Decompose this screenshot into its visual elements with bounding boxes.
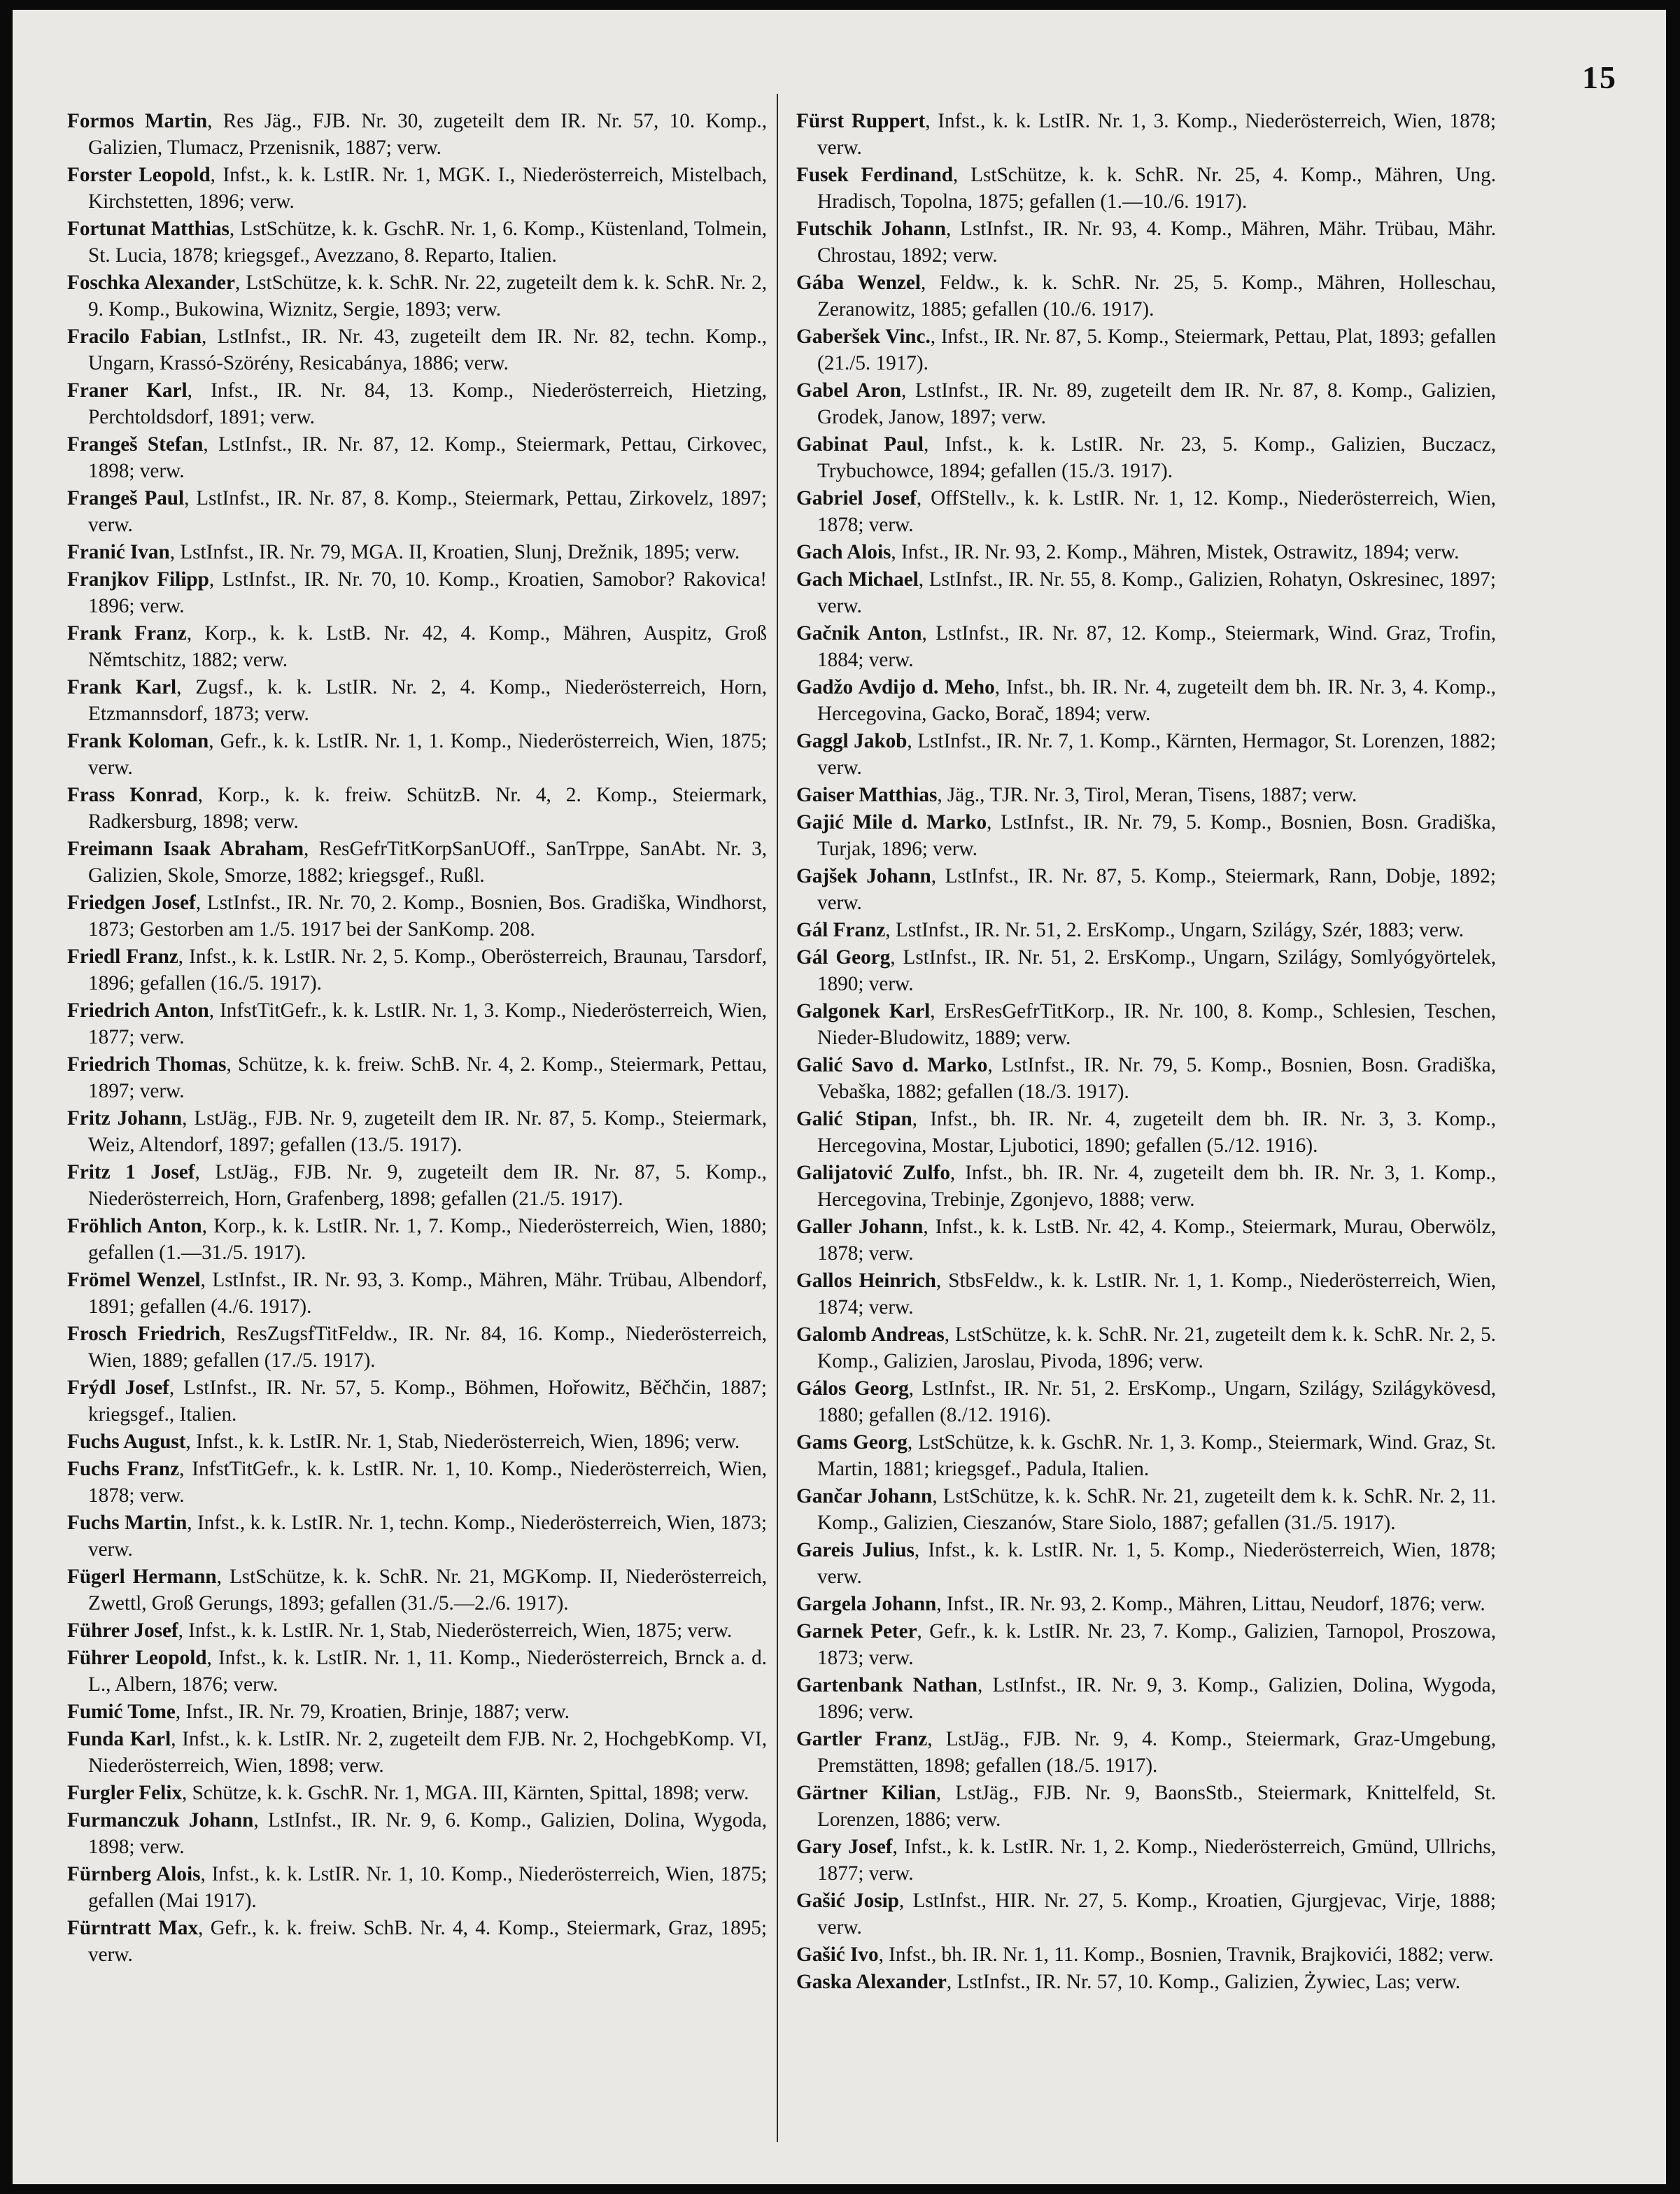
entry-details: , LstSchütze, k. k. GschR. Nr. 1, 6. Komp., Küstenland, Tolmein, St. Lucia, 1878; kriegsgef., Avezzano, 8. Reparto, Italien. [88, 218, 767, 267]
list-entry [67, 566, 767, 619]
list-entry [796, 1483, 1496, 1536]
entry-details: , LstInfst., IR. Nr. 79, 5. Komp., Bosnien, Bosn. Gradiška, Vebaška, 1882; gefallen (18./3. 1917). [817, 1054, 1496, 1103]
list-entry [67, 1510, 767, 1563]
entry-details: , LstInfst., IR. Nr. 89, zugeteilt dem IR. Nr. 87, 8. Komp., Galizien, Grodek, Janow, 1897; verw. [817, 379, 1496, 428]
list-entry [796, 1429, 1496, 1482]
list-entry [796, 1887, 1496, 1941]
entry-details: , Infst., k. k. LstIR. Nr. 1, 3. Komp., Niederösterreich, Wien, 1878; verw. [817, 110, 1496, 159]
entry-details: , LstInfst., IR. Nr. 43, zugeteilt dem IR. Nr. 82, techn. Komp., Ungarn, Krassó-Szörény, Resicabánya, 1886; verw. [88, 325, 767, 374]
entry-details: , ResGefrTitKorpSanUOff., SanTrppe, SanAbt. Nr. 3, Galizien, Skole, Smorze, 1882; kriegsgef., Rußl. [88, 838, 767, 887]
entry-name: Furmanczuk Johann [67, 1809, 254, 1831]
list-entry [796, 108, 1496, 161]
entry-name: Fracilo Fabian [67, 325, 202, 348]
entry-name: Fürst Ruppert [796, 110, 926, 132]
entry-details: , LstInfst., IR. Nr. 79, 5. Komp., Bosnien, Bosn. Gradiška, Turjak, 1896; verw. [817, 811, 1496, 860]
list-entry [67, 997, 767, 1050]
entry-details: , LstInfst., IR. Nr. 57, 10. Komp., Galizien, Żywiec, Las; verw. [946, 1971, 1461, 1993]
entry-details: , Infst., k. k. LstIR. Nr. 1, Stab, Niederösterreich, Wien, 1896; verw. [185, 1430, 740, 1453]
entry-name: Furgler Felix [67, 1782, 182, 1804]
entry-details: , Schütze, k. k. freiw. SchB. Nr. 4, 2. Komp., Steiermark, Pettau, 1897; verw. [88, 1053, 767, 1102]
entry-name: Gál Georg [796, 946, 891, 969]
entry-details: , Infst., k. k. LstB. Nr. 42, 4. Komp., Steiermark, Murau, Oberwölz, 1878; verw. [817, 1216, 1496, 1265]
list-entry [67, 1321, 767, 1374]
entry-details: , Infst., bh. IR. Nr. 1, 11. Komp., Bosnien, Travnik, Brajkovići, 1882; verw. [878, 1943, 1494, 1966]
list-entry [67, 943, 767, 997]
column-divider [777, 94, 778, 2142]
entry-name: Gareis Julius [796, 1539, 915, 1561]
entry-details: , LstSchütze, k. k. GschR. Nr. 1, 3. Komp., Steiermark, Wind. Graz, St. Martin, 1881; kriegsgef., Padula, Italien. [817, 1431, 1496, 1480]
list-entry [67, 889, 767, 943]
entry-name: Futschik Johann [796, 218, 946, 240]
entry-details: , LstInfst., IR. Nr. 87, 12. Komp., Steiermark, Pettau, Cirkovec, 1898; verw. [88, 433, 767, 482]
entry-details: , Infst., k. k. LstIR. Nr. 1, 11. Komp., Niederösterreich, Brnck a. d. L., Albern, 1876; verw. [88, 1647, 767, 1696]
list-entry [796, 1160, 1496, 1213]
entry-name: Gašić Josip [796, 1890, 899, 1912]
entry-details: , LstJäg., FJB. Nr. 9, zugeteilt dem IR. Nr. 87, 5. Komp., Niederösterreich, Horn, Grafenberg, 1898; gefallen (21./5. 1917). [88, 1161, 767, 1210]
entry-name: Fusek Ferdinand [796, 164, 953, 186]
list-entry [67, 782, 767, 835]
entry-name: Gašić Ivo [796, 1943, 879, 1966]
list-entry [67, 485, 767, 538]
entry-details: , Infst., k. k. LstIR. Nr. 23, 5. Komp., Galizien, Buczacz, Trybuchowce, 1894; gefallen (15./3. 1917). [817, 433, 1496, 482]
entry-details: , Infst., bh. IR. Nr. 4, zugeteilt dem bh. IR. Nr. 3, 4. Komp., Hercegovina, Gacko, Borač, 1894; verw. [817, 676, 1496, 725]
entry-name: Gába Wenzel [796, 272, 921, 294]
list-entry [67, 108, 767, 161]
entry-name: Gabinat Paul [796, 433, 924, 456]
entry-name: Gajić Mile d. Marko [796, 811, 987, 834]
entry-details: , Infst., k. k. LstIR. Nr. 1, 2. Komp., Niederösterreich, Gmünd, Ullrichs, 1877; verw. [817, 1836, 1496, 1885]
entry-details: , Infst., k. k. LstIR. Nr. 2, zugeteilt dem FJB. Nr. 2, HochgebKomp. VI, Niederösterreich, Wien, 1898; verw. [88, 1728, 767, 1777]
entry-name: Frass Konrad [67, 784, 198, 806]
entry-name: Friedrich Anton [67, 999, 209, 1022]
entry-details: , LstJäg., FJB. Nr. 9, 4. Komp., Steiermark, Graz-Umgebung, Premstätten, 1898; gefallen (18./5. 1917). [817, 1728, 1496, 1777]
entry-details: , LstSchütze, k. k. SchR. Nr. 21, MGKomp. II, Niederösterreich, Zwettl, Groß Gerungs, 1893; gefallen (31./5.—2./6. 1917). [88, 1566, 767, 1615]
entry-name: Fürntratt Max [67, 1917, 199, 1939]
entry-name: Galler Johann [796, 1216, 924, 1238]
list-entry [67, 1428, 767, 1455]
list-entry [67, 836, 767, 889]
entry-name: Gach Michael [796, 568, 919, 591]
entry-details: , LstInfst., IR. Nr. 9, 3. Komp., Galizien, Dolina, Wygoda, 1896; verw. [817, 1674, 1496, 1723]
list-entry [796, 377, 1496, 430]
list-entry [796, 1969, 1496, 1995]
entry-name: Gančar Johann [796, 1485, 933, 1507]
entry-name: Führer Leopold [67, 1647, 207, 1669]
entry-details: , Infst., IR. Nr. 79, Kroatien, Brinje, 1887; verw. [175, 1701, 570, 1723]
entry-details: , LstInfst., IR. Nr. 9, 6. Komp., Galizien, Dolina, Wygoda, 1898; verw. [88, 1809, 767, 1858]
list-entry [796, 1941, 1496, 1968]
list-entry [67, 1105, 767, 1158]
entry-details: , LstSchütze, k. k. SchR. Nr. 21, zugeteilt dem k. k. SchR. Nr. 2, 5. Komp., Galizien, Jaroslau, Pivoda, 1896; verw. [817, 1323, 1496, 1372]
list-entry [67, 1726, 767, 1779]
entry-name: Gargela Johann [796, 1593, 937, 1615]
entry-name: Frangeš Paul [67, 487, 185, 509]
entry-details: , Zugsf., k. k. LstIR. Nr. 2, 4. Komp., Niederösterreich, Horn, Etzmannsdorf, 1873; verw. [88, 676, 767, 725]
list-entry [796, 620, 1496, 673]
entry-name: Fuchs Martin [67, 1512, 188, 1534]
entry-name: Frangeš Stefan [67, 433, 204, 456]
list-entry [796, 1214, 1496, 1267]
list-entry [67, 1861, 767, 1914]
entry-name: Gajšek Johann [796, 865, 931, 887]
entry-details: , Korp., k. k. LstIR. Nr. 1, 7. Komp., Niederösterreich, Wien, 1880; gefallen (1.—31./5. 1917). [88, 1215, 767, 1264]
entry-name: Gaiser Matthias [796, 784, 938, 806]
list-entry [796, 539, 1496, 565]
entry-name: Funda Karl [67, 1728, 171, 1750]
entry-details: , LstInfst., IR. Nr. 57, 5. Komp., Böhmen, Hořowitz, Běčhčin, 1887; kriegsgef., Italien. [88, 1377, 767, 1426]
list-entry [796, 566, 1496, 619]
entry-details: , OffStellv., k. k. LstIR. Nr. 1, 12. Komp., Niederösterreich, Wien, 1878; verw. [817, 487, 1496, 536]
entry-name: Franić Ivan [67, 541, 170, 563]
entry-details: , LstInfst., IR. Nr. 51, 2. ErsKomp., Ungarn, Szilágy, Szér, 1883; verw. [885, 919, 1464, 941]
entry-name: Friedrich Thomas [67, 1053, 227, 1076]
entry-name: Franjkov Filipp [67, 568, 209, 591]
entry-details: , LstInfst., IR. Nr. 93, 4. Komp., Mähren, Mähr. Trübau, Mähr. Chrostau, 1892; verw. [817, 218, 1496, 267]
entry-details: , LstInfst., IR. Nr. 87, 8. Komp., Steiermark, Pettau, Zirkovelz, 1897; verw. [88, 487, 767, 536]
entry-details: , LstJäg., FJB. Nr. 9, BaonsStb., Steiermark, Knittelfeld, St. Lorenzen, 1886; verw. [817, 1782, 1496, 1831]
list-entry [67, 1563, 767, 1617]
entry-name: Franer Karl [67, 379, 188, 402]
entry-details: , Gefr., k. k. LstIR. Nr. 1, 1. Komp., Niederösterreich, Wien, 1875; verw. [88, 730, 767, 779]
entry-details: , InfstTitGefr., k. k. LstIR. Nr. 1, 10. Komp., Niederösterreich, Wien, 1878; verw. [88, 1458, 767, 1507]
entry-details: , StbsFeldw., k. k. LstIR. Nr. 1, 1. Komp., Niederösterreich, Wien, 1874; verw. [817, 1270, 1496, 1318]
entry-name: Fuchs Franz [67, 1458, 180, 1480]
entry-name: Foschka Alexander [67, 272, 235, 294]
entry-details: , Schütze, k. k. GschR. Nr. 1, MGA. III, Kärnten, Spittal, 1898; verw. [182, 1782, 749, 1804]
list-entry [796, 216, 1496, 269]
list-entry [796, 1672, 1496, 1725]
entry-name: Gartler Franz [796, 1728, 928, 1750]
list-entry [67, 1699, 767, 1725]
entry-name: Formos Martin [67, 110, 208, 132]
entry-details: , LstJäg., FJB. Nr. 9, zugeteilt dem IR. Nr. 87, 5. Komp., Steiermark, Weiz, Altendorf, 1897; gefallen (13./5. 1917). [88, 1107, 767, 1156]
entry-name: Gallos Heinrich [796, 1270, 936, 1292]
entry-details: , Infst., IR. Nr. 93, 2. Komp., Mähren, Mistek, Ostrawitz, 1894; verw. [891, 541, 1460, 563]
entry-details: , Infst., k. k. LstIR. Nr. 2, 5. Komp., Oberösterreich, Braunau, Tarsdorf, 1896; gefallen (16./5. 1917). [88, 945, 767, 994]
list-entry [796, 323, 1496, 377]
entry-name: Fortunat Matthias [67, 218, 230, 240]
entry-name: Galić Savo d. Marko [796, 1054, 988, 1076]
entry-details: , LstInfst., IR. Nr. 87, 12. Komp., Steiermark, Wind. Graz, Trofin, 1884; verw. [817, 622, 1496, 671]
entry-name: Gabel Aron [796, 379, 901, 402]
list-entry [796, 944, 1496, 997]
entry-details: , LstInfst., IR. Nr. 51, 2. ErsKomp., Ungarn, Szilágy, Somlyógyörtelek, 1890; verw. [817, 946, 1496, 995]
entry-details: , Infst., k. k. LstIR. Nr. 1, techn. Komp., Niederösterreich, Wien, 1873; verw. [88, 1512, 767, 1561]
list-entry [67, 1267, 767, 1320]
list-entry [796, 863, 1496, 916]
entry-details: , Infst., k. k. LstIR. Nr. 1, Stab, Niederösterreich, Wien, 1875; verw. [178, 1619, 733, 1642]
entry-details: , LstInfst., IR. Nr. 70, 10. Komp., Kroatien, Samobor? Rakovica! 1896; verw. [88, 568, 767, 617]
entry-name: Galgonek Karl [796, 1000, 931, 1022]
entry-name: Gačnik Anton [796, 622, 922, 645]
entry-name: Friedgen Josef [67, 892, 196, 914]
list-entry [796, 1052, 1496, 1105]
list-entry [796, 728, 1496, 781]
list-entry [67, 1456, 767, 1509]
entry-details: , Infst., bh. IR. Nr. 4, zugeteilt dem bh. IR. Nr. 3, 1. Komp., Hercegovina, Trebinje, Zgonjevo, 1888; verw. [817, 1162, 1496, 1211]
entry-name: Galijatović Zulfo [796, 1162, 950, 1184]
list-entry [796, 485, 1496, 538]
entry-details: , Jäg., TJR. Nr. 3, Tirol, Meran, Tisens, 1887; verw. [937, 784, 1357, 806]
list-entry [67, 216, 767, 269]
entry-name: Gärtner Kilian [796, 1782, 936, 1804]
entry-name: Friedl Franz [67, 945, 178, 968]
left-column [67, 108, 767, 2163]
entry-name: Gál Franz [796, 919, 886, 941]
list-entry [67, 1807, 767, 1860]
entry-name: Gams Georg [796, 1431, 908, 1454]
entry-details: , Infst., IR. Nr. 87, 5. Komp., Steiermark, Pettau, Plat, 1893; gefallen (21./5. 1917). [817, 325, 1496, 374]
entry-name: Gaberšek Vinc. [796, 325, 931, 348]
entry-details: , LstSchütze, k. k. SchR. Nr. 22, zugeteilt dem k. k. SchR. Nr. 2, 9. Komp., Bukowina, Wiznitz, Sergie, 1893; verw. [88, 272, 767, 321]
list-entry [796, 1780, 1496, 1833]
entry-name: Garnek Peter [796, 1620, 917, 1643]
right-column [796, 108, 1496, 2163]
entry-details: , InfstTitGefr., k. k. LstIR. Nr. 1, 3. Komp., Niederösterreich, Wien, 1877; verw. [88, 999, 767, 1048]
list-entry [67, 1915, 767, 1968]
entry-name: Führer Josef [67, 1619, 178, 1642]
entry-details: , LstInfst., HIR. Nr. 27, 5. Komp., Kroatien, Gjurgjevac, Virje, 1888; verw. [817, 1890, 1496, 1939]
entry-name: Gadžo Avdijo d. Meho [796, 676, 995, 698]
entry-name: Fritz 1 Josef [67, 1161, 195, 1183]
list-entry [67, 620, 767, 673]
list-entry [796, 1726, 1496, 1779]
entry-name: Fritz Johann [67, 1107, 183, 1130]
list-entry [67, 269, 767, 323]
entry-details: , Infst., bh. IR. Nr. 4, zugeteilt dem bh. IR. Nr. 3, 3. Komp., Hercegovina, Mostar, Ljubotici, 1890; gefallen (5./12. 1916). [817, 1108, 1496, 1157]
list-entry [796, 917, 1496, 943]
entry-name: Fürnberg Alois [67, 1863, 201, 1885]
entry-details: , LstInfst., IR. Nr. 51, 2. ErsKomp., Ungarn, Szilágy, Szilágykövesd, 1880; gefallen (8./12. 1916). [817, 1377, 1496, 1426]
entry-name: Gabriel Josef [796, 487, 917, 509]
entry-details: , LstSchütze, k. k. SchR. Nr. 21, zugeteilt dem k. k. SchR. Nr. 2, 11. Komp., Galizien, Cieszanów, Stare Siolo, 1887; gefallen (31./5. 1917). [817, 1485, 1496, 1534]
list-entry [796, 998, 1496, 1051]
entry-name: Gálos Georg [796, 1377, 909, 1400]
entry-name: Galić Stipan [796, 1108, 912, 1130]
list-entry [67, 1374, 767, 1428]
entry-name: Gartenbank Nathan [796, 1674, 978, 1696]
list-entry [796, 1321, 1496, 1374]
list-entry [67, 431, 767, 484]
list-entry [67, 162, 767, 215]
list-entry [796, 782, 1496, 808]
entry-name: Frank Karl [67, 676, 177, 698]
list-entry [796, 431, 1496, 484]
entry-details: , ErsResGefrTitKorp., IR. Nr. 100, 8. Komp., Schlesien, Teschen, Nieder-Bludowitz, 1889; verw. [817, 1000, 1496, 1049]
entry-details: , LstSchütze, k. k. SchR. Nr. 25, 4. Komp., Mähren, Ung. Hradisch, Topolna, 1875; gefallen (1.—10./6. 1917). [817, 164, 1496, 213]
list-entry [67, 323, 767, 377]
entry-details: , LstInfst., IR. Nr. 55, 8. Komp., Galizien, Rohatyn, Oskresinec, 1897; verw. [817, 568, 1496, 617]
entry-details: , LstInfst., IR. Nr. 70, 2. Komp., Bosnien, Bos. Gradiška, Windhorst, 1873; Gestorben am 1./5. 1917 bei der SanKomp. 208. [88, 892, 767, 941]
list-entry [796, 1591, 1496, 1617]
entry-name: Forster Leopold [67, 164, 211, 186]
entry-name: Fumić Tome [67, 1701, 176, 1723]
list-entry [796, 1618, 1496, 1671]
entry-name: Gaggl Jakob [796, 730, 908, 752]
list-entry [67, 1213, 767, 1266]
entry-name: Gary Josef [796, 1836, 893, 1858]
list-entry [67, 1159, 767, 1212]
entry-name: Frank Franz [67, 622, 187, 645]
entry-name: Frömel Wenzel [67, 1269, 201, 1291]
list-entry [796, 1267, 1496, 1321]
entry-details: , Korp., k. k. LstB. Nr. 42, 4. Komp., Mähren, Auspitz, Groß Němtschitz, 1882; verw. [88, 622, 767, 671]
entry-name: Fuchs August [67, 1430, 186, 1453]
document-page [13, 10, 1666, 2184]
entry-details: , Infst., IR. Nr. 84, 13. Komp., Niederösterreich, Hietzing, Perchtoldsdorf, 1891; verw. [88, 379, 767, 428]
list-entry [796, 1537, 1496, 1590]
list-entry [67, 1780, 767, 1806]
entry-details: , Infst., k. k. LstIR. Nr. 1, 10. Komp., Niederösterreich, Wien, 1875; gefallen (Mai 1917). [88, 1863, 767, 1912]
entry-details: , Res Jäg., FJB. Nr. 30, zugeteilt dem IR. Nr. 57, 10. Komp., Galizien, Tlumacz, Przenisnik, 1887; verw. [88, 110, 767, 159]
entry-name: Freimann Isaak Abraham [67, 838, 304, 860]
entry-name: Frosch Friedrich [67, 1323, 221, 1345]
list-entry [796, 269, 1496, 323]
entry-name: Gach Alois [796, 541, 891, 563]
list-entry [796, 162, 1496, 215]
list-entry [67, 539, 767, 565]
entry-details: , LstInfst., IR. Nr. 93, 3. Komp., Mähren, Mähr. Trübau, Albendorf, 1891; gefallen (4./6. 1917). [88, 1269, 767, 1318]
page-number: 15 [1582, 59, 1617, 95]
list-entry [67, 1645, 767, 1698]
entry-details: , LstInfst., IR. Nr. 79, MGA. II, Kroatien, Slunj, Drežnik, 1895; verw. [169, 541, 740, 563]
entry-details: , LstInfst., IR. Nr. 87, 5. Komp., Steiermark, Rann, Dobje, 1892; verw. [817, 865, 1496, 914]
list-entry [796, 674, 1496, 727]
list-entry [796, 1106, 1496, 1159]
list-entry [796, 809, 1496, 862]
entry-details: , LstInfst., IR. Nr. 7, 1. Komp., Kärnten, Hermagor, St. Lorenzen, 1882; verw. [817, 730, 1496, 779]
entry-name: Gaska Alexander [796, 1971, 947, 1993]
entry-name: Frýdl Josef [67, 1377, 169, 1399]
entry-details: , Infst., IR. Nr. 93, 2. Komp., Mähren, Littau, Neudorf, 1876; verw. [936, 1593, 1485, 1615]
list-entry [67, 1051, 767, 1104]
entry-details: , Gefr., k. k. LstIR. Nr. 23, 7. Komp., Galizien, Tarnopol, Proszowa, 1873; verw. [817, 1620, 1496, 1669]
entry-name: Fügerl Hermann [67, 1566, 217, 1588]
list-entry [67, 674, 767, 727]
list-entry [796, 1834, 1496, 1887]
list-entry [67, 728, 767, 781]
entry-details: , Korp., k. k. freiw. SchützB. Nr. 4, 2. Komp., Steiermark, Radkersburg, 1898; verw. [88, 784, 767, 833]
list-entry [67, 377, 767, 430]
entry-details: , ResZugsfTitFeldw., IR. Nr. 84, 16. Komp., Niederösterreich, Wien, 1889; gefallen (17./5. 1917). [88, 1323, 767, 1372]
entry-details: , Feldw., k. k. SchR. Nr. 25, 5. Komp., Mähren, Holleschau, Zeranowitz, 1885; gefallen (10./6. 1917). [817, 272, 1496, 321]
entry-details: , Infst., k. k. LstIR. Nr. 1, 5. Komp., Niederösterreich, Wien, 1878; verw. [817, 1539, 1496, 1588]
entry-name: Galomb Andreas [796, 1323, 945, 1346]
entry-name: Fröhlich Anton [67, 1215, 202, 1237]
list-entry [796, 1375, 1496, 1428]
entry-name: Frank Koloman [67, 730, 209, 752]
entry-details: , Infst., k. k. LstIR. Nr. 1, MGK. I., Niederösterreich, Mistelbach, Kirchstetten, 1896; verw. [88, 164, 767, 213]
entry-details: , Gefr., k. k. freiw. SchB. Nr. 4, 4. Komp., Steiermark, Graz, 1895; verw. [88, 1917, 767, 1966]
list-entry [67, 1617, 767, 1644]
